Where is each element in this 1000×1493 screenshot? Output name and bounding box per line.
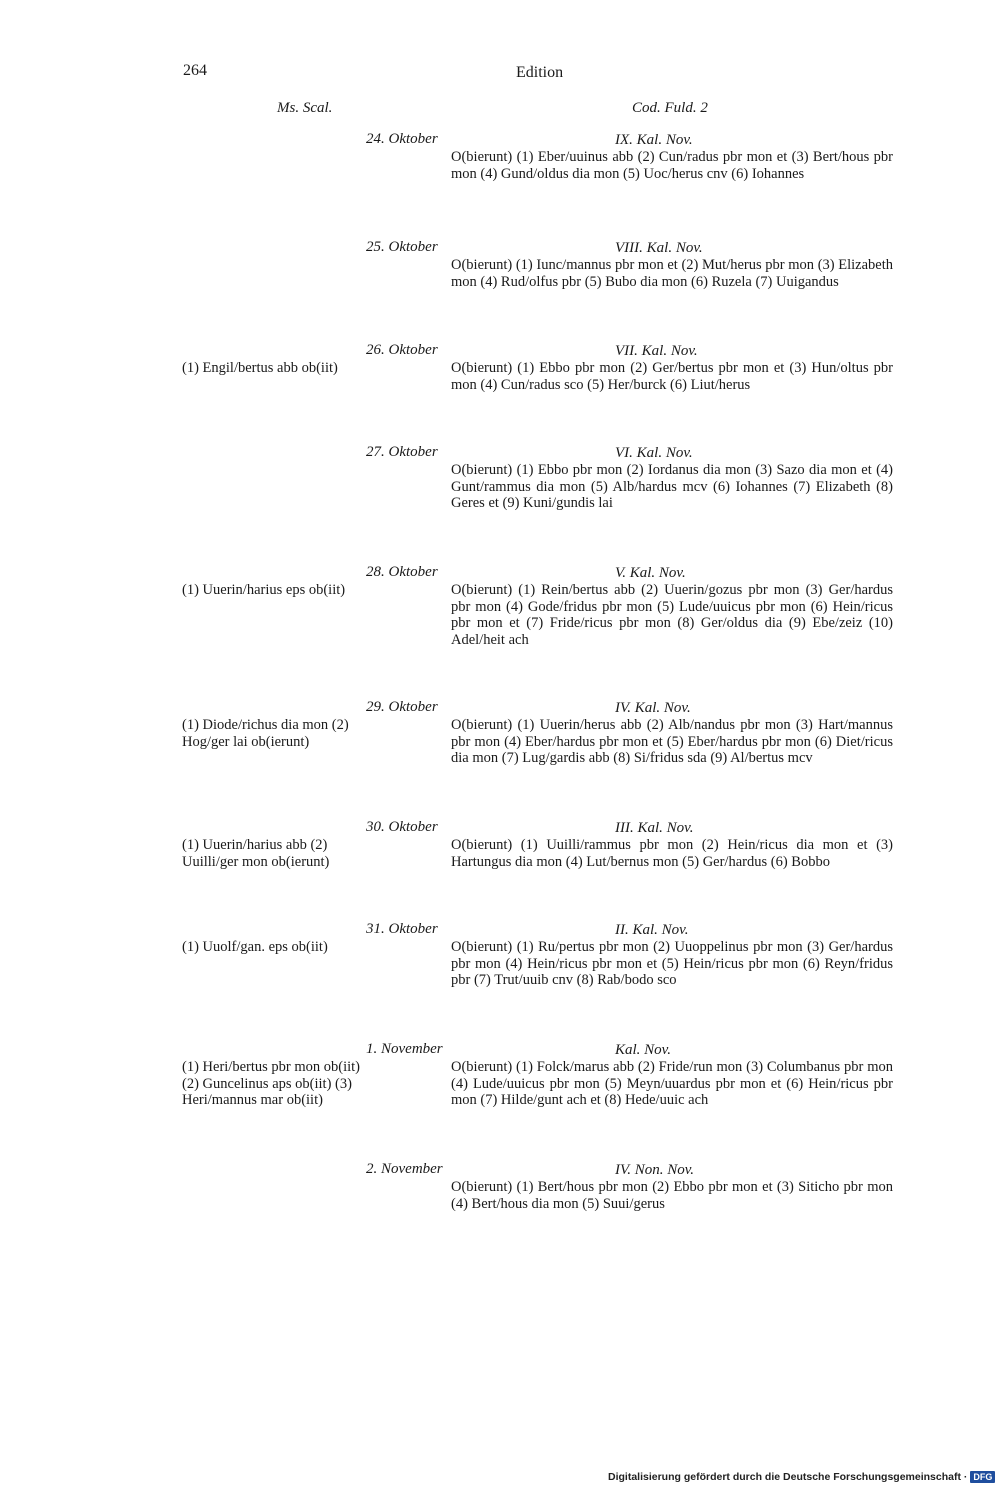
entry-kalendar: Kal. Nov. xyxy=(615,1042,671,1058)
entry-kalendar: VI. Kal. Nov. xyxy=(615,445,693,461)
entry-date: 26. Oktober xyxy=(366,342,438,358)
digitization-credit xyxy=(608,1471,995,1483)
entry-date: 25. Oktober xyxy=(366,239,438,255)
entry-ms-scal-text: (1) Uuerin/harius eps ob(iit) xyxy=(182,582,346,598)
entry-kalendar: III. Kal. Nov. xyxy=(615,820,694,836)
entry-cod-fuld-text: O(bierunt) (1) Rein/bertus abb (2) Uuerin/gozus pbr mon (3) Ger/hardus pbr mon (4) Gode/fridus pbr mon (5) Lude/uuicus pbr mon (6) Hein/ricus pbr mon et (7) Fride/ricus pbr mon (8) Ger/oldus dia (9) Ebe/zeiz (10) Adel/heit ach xyxy=(451,582,893,648)
entry-ms-scal-text: (1) Uuolf/gan. eps ob(iit) xyxy=(182,939,328,955)
credit-text: Digitalisierung gefördert durch die Deutsche Forschungsgemeinschaft · xyxy=(608,1471,968,1483)
entry-cod-fuld-text: O(bierunt) (1) Bert/hous pbr mon (2) Ebbo pbr mon et (3) Siticho pbr mon (4) Bert/hous dia mon (5) Suui/gerus xyxy=(451,1179,893,1212)
entry-kalendar: V. Kal. Nov. xyxy=(615,565,686,581)
entry-date: 28. Oktober xyxy=(366,564,438,580)
entry-cod-fuld-text: O(bierunt) (1) Ru/pertus pbr mon (2) Uuoppelinus pbr mon (3) Ger/hardus pbr mon (4) Hein/ricus pbr mon et (5) Hein/ricus pbr mon (6) Reyn/fridus pbr (7) Trut/uuib cnv (8) Rab/bodo sco xyxy=(451,939,893,989)
column-heading-cod-fuld: Cod. Fuld. 2 xyxy=(632,100,708,116)
entry-date: 24. Oktober xyxy=(366,131,438,147)
dfg-logo-icon: DFG xyxy=(970,1471,995,1483)
entry-date: 1. November xyxy=(366,1041,443,1057)
entry-kalendar: II. Kal. Nov. xyxy=(615,922,689,938)
entry-cod-fuld-text: O(bierunt) (1) Folck/marus abb (2) Fride/run mon (3) Columbanus pbr mon (4) Lude/uuicus pbr mon (5) Meyn/uuardus pbr mon et (6) Hein/ricus pbr mon (7) Hilde/gunt ach et (8) Hede/uuic ach xyxy=(451,1059,893,1109)
running-title: Edition xyxy=(516,64,564,81)
entry-kalendar: VII. Kal. Nov. xyxy=(615,343,698,359)
entry-date: 29. Oktober xyxy=(366,699,438,715)
entry-cod-fuld-text: O(bierunt) (1) Uuilli/rammus pbr mon (2) Hein/ricus dia mon et (3) Hartungus dia mon (4) Lut/bernus mon (5) Ger/hardus (6) Bobbo xyxy=(451,837,893,870)
entry-cod-fuld-text: O(bierunt) (1) Eber/uuinus abb (2) Cun/radus pbr mon et (3) Bert/hous pbr mon (4) Gund/oldus dia mon (5) Uoc/herus cnv (6) Iohannes xyxy=(451,149,893,182)
entry-kalendar: IX. Kal. Nov. xyxy=(615,132,693,148)
entry-kalendar: VIII. Kal. Nov. xyxy=(615,240,703,256)
entry-ms-scal-text: (1) Diode/richus dia mon (2) Hog/ger lai ob(ierunt) xyxy=(182,717,349,750)
entry-cod-fuld-text: O(bierunt) (1) Ebbo pbr mon (2) Ger/bertus pbr mon et (3) Hun/oltus pbr mon (4) Cun/radus sco (5) Her/burck (6) Liut/herus xyxy=(451,360,893,393)
column-heading-ms-scal: Ms. Scal. xyxy=(277,100,333,116)
entry-ms-scal-text: (1) Heri/bertus pbr mon ob(iit) (2) Guncelinus aps ob(iit) (3) Heri/mannus mar ob(iit) xyxy=(182,1059,360,1109)
entry-date: 30. Oktober xyxy=(366,819,438,835)
entry-ms-scal-text: (1) Engil/bertus abb ob(iit) xyxy=(182,360,338,376)
entry-cod-fuld-text: O(bierunt) (1) Ebbo pbr mon (2) Iordanus dia mon (3) Sazo dia mon et (4) Gunt/rammus dia mon (5) Alb/hardus mcv (6) Iohannes (7) Elizabeth (8) Geres et (9) Kuni/gundis lai xyxy=(451,462,893,512)
page-number: 264 xyxy=(183,62,207,79)
entry-kalendar: IV. Non. Nov. xyxy=(615,1162,695,1178)
entry-date: 31. Oktober xyxy=(366,921,438,937)
entry-cod-fuld-text: O(bierunt) (1) Uuerin/herus abb (2) Alb/nandus pbr mon (3) Hart/mannus pbr mon (4) Eber/hardus pbr mon et (5) Eber/hardus pbr mon (6) Diet/ricus dia mon (7) Lug/gardis abb (8) Si/fridus sda (9) Al/bertus mcv xyxy=(451,717,893,767)
entry-cod-fuld-text: O(bierunt) (1) Iunc/mannus pbr mon et (2) Mut/herus pbr mon (3) Elizabeth mon (4) Rud/olfus pbr (5) Bubo dia mon (6) Ruzela (7) Uuigandus xyxy=(451,257,893,290)
entry-date: 27. Oktober xyxy=(366,444,438,460)
entry-ms-scal-text: (1) Uuerin/harius abb (2) Uuilli/ger mon ob(ierunt) xyxy=(182,837,330,870)
entry-kalendar: IV. Kal. Nov. xyxy=(615,700,691,716)
entry-date: 2. November xyxy=(366,1161,443,1177)
